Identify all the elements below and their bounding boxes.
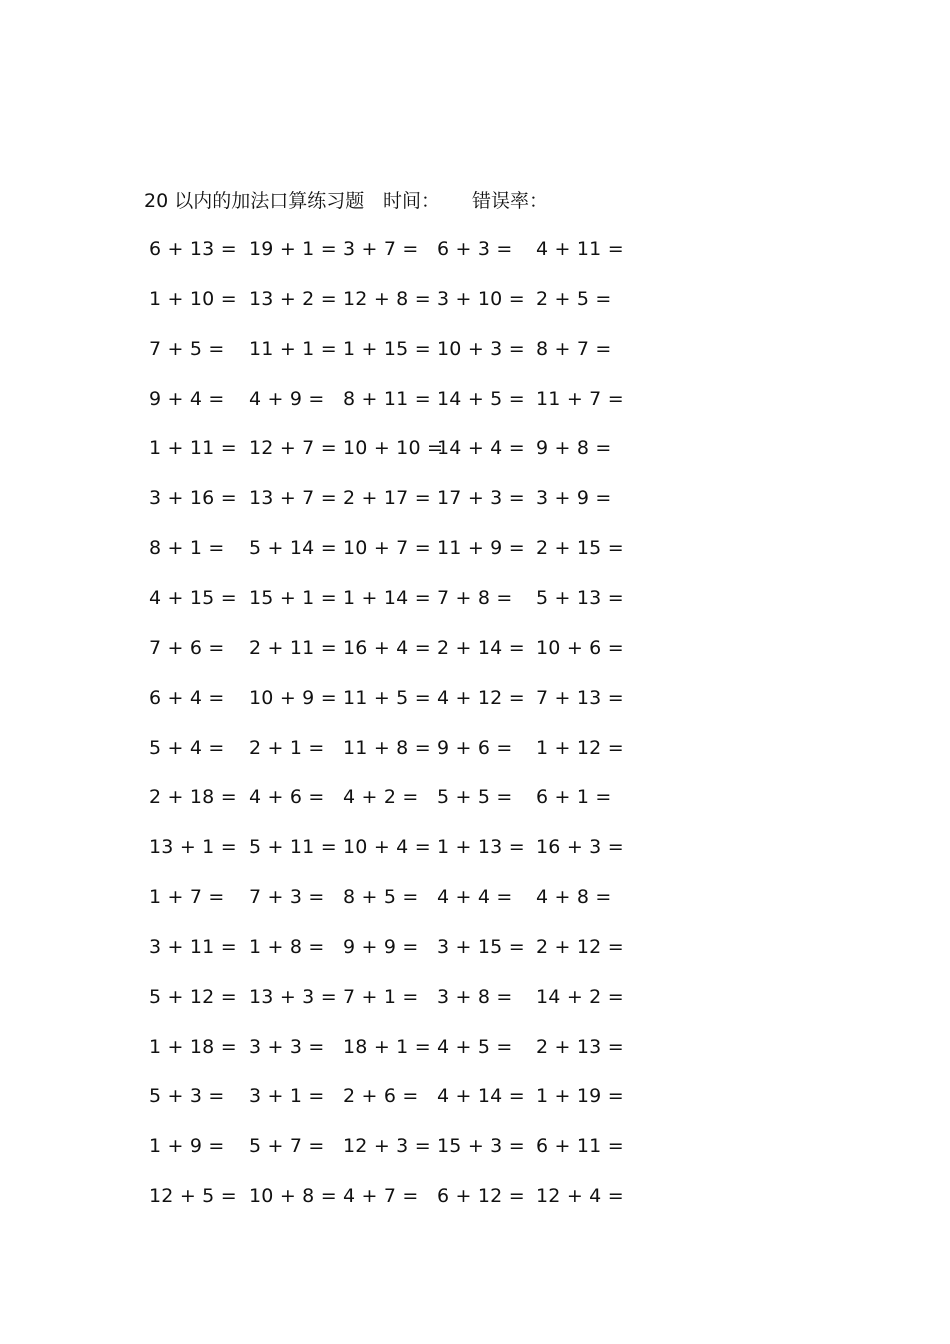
addition-problem: 18 + 1 = [343, 1035, 431, 1058]
addition-problem: 8 + 1 = [149, 537, 225, 560]
problem-row [0, 927, 950, 967]
addition-problem: 1 + 19 = [536, 1085, 624, 1108]
addition-problem: 5 + 12 = [149, 985, 237, 1008]
problem-row [0, 279, 950, 319]
addition-problem: 2 + 13 = [536, 1035, 624, 1058]
addition-problem: 14 + 2 = [536, 985, 624, 1008]
addition-problem: 10 + 3 = [437, 337, 525, 360]
problem-row [0, 827, 950, 867]
addition-problem: 11 + 1 = [249, 337, 337, 360]
addition-problem: 4 + 2 = [343, 786, 419, 809]
addition-problem: 13 + 1 = [149, 836, 237, 859]
addition-problem: 13 + 3 = [249, 985, 337, 1008]
addition-problem: 3 + 7 = [343, 238, 419, 260]
addition-problem: 12 + 3 = [343, 1135, 431, 1158]
addition-problem: 10 + 4 = [343, 836, 431, 859]
addition-problem: 19 + 1 = [249, 238, 337, 260]
addition-problem: 1 + 13 = [437, 836, 525, 859]
addition-problem: 1 + 8 = [249, 935, 325, 958]
addition-problem: 2 + 11 = [249, 636, 337, 659]
problem-row [0, 977, 950, 1017]
addition-problem: 2 + 1 = [249, 736, 325, 759]
addition-problem: 2 + 18 = [149, 786, 237, 809]
addition-problem: 2 + 14 = [437, 636, 525, 659]
addition-problem: 3 + 8 = [437, 985, 513, 1008]
addition-problem: 11 + 8 = [343, 736, 431, 759]
addition-problem: 1 + 9 = [149, 1135, 225, 1158]
addition-problem: 12 + 4 = [536, 1185, 624, 1208]
addition-problem: 1 + 7 = [149, 886, 225, 909]
addition-problem: 1 + 11 = [149, 437, 237, 460]
addition-problem: 4 + 5 = [437, 1035, 513, 1058]
addition-problem: 5 + 4 = [149, 736, 225, 759]
addition-problem: 3 + 3 = [249, 1035, 325, 1058]
addition-problem: 2 + 6 = [343, 1085, 419, 1108]
addition-problem: 2 + 5 = [536, 287, 612, 310]
problem-row [0, 628, 950, 668]
addition-problem: 4 + 9 = [249, 387, 325, 410]
problem-row [0, 329, 950, 369]
addition-problem: 1 + 15 = [343, 337, 431, 360]
addition-problem: 3 + 11 = [149, 935, 237, 958]
addition-problem: 14 + 5 = [437, 387, 525, 410]
addition-problem: 6 + 4 = [149, 686, 225, 709]
addition-problem: 4 + 11 = [536, 238, 624, 260]
addition-problem: 16 + 4 = [343, 636, 431, 659]
addition-problem: 5 + 7 = [249, 1135, 325, 1158]
addition-problem: 1 + 18 = [149, 1035, 237, 1058]
problem-row [0, 578, 950, 618]
problem-row [0, 229, 950, 269]
addition-problem: 1 + 12 = [536, 736, 624, 759]
addition-problem: 10 + 6 = [536, 636, 624, 659]
addition-problem: 15 + 3 = [437, 1135, 525, 1158]
problem-row [0, 528, 950, 568]
addition-problem: 6 + 3 = [437, 238, 513, 260]
addition-problem: 1 + 10 = [149, 287, 237, 310]
addition-problem: 4 + 14 = [437, 1085, 525, 1108]
addition-problem: 8 + 5 = [343, 886, 419, 909]
addition-problem: 7 + 13 = [536, 686, 624, 709]
addition-problem: 11 + 9 = [437, 537, 525, 560]
addition-problem: 10 + 7 = [343, 537, 431, 560]
addition-problem: 4 + 6 = [249, 786, 325, 809]
addition-problem: 6 + 12 = [437, 1185, 525, 1208]
addition-problem: 5 + 13 = [536, 586, 624, 609]
addition-problem: 3 + 9 = [536, 487, 612, 510]
addition-problem: 4 + 8 = [536, 886, 612, 909]
problem-row [0, 1076, 950, 1116]
addition-problem: 4 + 15 = [149, 586, 237, 609]
addition-problem: 7 + 3 = [249, 886, 325, 909]
addition-problem: 7 + 6 = [149, 636, 225, 659]
addition-problem: 6 + 11 = [536, 1135, 624, 1158]
addition-problem: 13 + 2 = [249, 287, 337, 310]
addition-problem: 2 + 12 = [536, 935, 624, 958]
addition-problem: 7 + 1 = [343, 985, 419, 1008]
addition-problem: 13 + 7 = [249, 487, 337, 510]
addition-problem: 10 + 8 = [249, 1185, 337, 1208]
addition-problem: 12 + 5 = [149, 1185, 237, 1208]
problem-row [0, 379, 950, 419]
problem-row [0, 428, 950, 468]
addition-problem: 16 + 3 = [536, 836, 624, 859]
addition-problem: 8 + 7 = [536, 337, 612, 360]
addition-problem: 17 + 3 = [437, 487, 525, 510]
worksheet-title: 20 以内的加法口算练习题 [144, 190, 365, 212]
problem-row [0, 777, 950, 817]
addition-problem: 5 + 3 = [149, 1085, 225, 1108]
addition-problem: 3 + 1 = [249, 1085, 325, 1108]
problem-row [0, 1027, 950, 1067]
addition-problem: 6 + 1 = [536, 786, 612, 809]
problem-row [0, 1176, 950, 1216]
addition-problem: 2 + 15 = [536, 537, 624, 560]
problem-row [0, 728, 950, 768]
addition-problem: 5 + 5 = [437, 786, 513, 809]
addition-problem: 11 + 7 = [536, 387, 624, 410]
problem-row [0, 678, 950, 718]
addition-problem: 9 + 6 = [437, 736, 513, 759]
addition-problem: 4 + 12 = [437, 686, 525, 709]
addition-problem: 10 + 10 = [343, 437, 444, 460]
addition-problem: 12 + 8 = [343, 287, 431, 310]
addition-problem: 9 + 4 = [149, 387, 225, 410]
addition-problem: 9 + 8 = [536, 437, 612, 460]
problem-row [0, 1126, 950, 1166]
addition-problem: 5 + 14 = [249, 537, 337, 560]
addition-problem: 5 + 11 = [249, 836, 337, 859]
addition-problem: 12 + 7 = [249, 437, 337, 460]
addition-problem: 3 + 16 = [149, 487, 237, 510]
problem-row [0, 478, 950, 518]
addition-problem: 1 + 14 = [343, 586, 431, 609]
error-rate-label: 错误率： [472, 190, 549, 212]
time-label: 时间： [383, 190, 441, 212]
addition-problem: 3 + 15 = [437, 935, 525, 958]
addition-problem: 11 + 5 = [343, 686, 431, 709]
addition-problem: 7 + 5 = [149, 337, 225, 360]
addition-problem: 15 + 1 = [249, 586, 337, 609]
addition-problem: 4 + 4 = [437, 886, 513, 909]
addition-problem: 2 + 17 = [343, 487, 431, 510]
addition-problem: 9 + 9 = [343, 935, 419, 958]
addition-problem: 3 + 10 = [437, 287, 525, 310]
addition-problem: 10 + 9 = [249, 686, 337, 709]
addition-problem: 4 + 7 = [343, 1185, 419, 1208]
problem-row [0, 877, 950, 917]
addition-problem: 14 + 4 = [437, 437, 525, 460]
addition-problem: 8 + 11 = [343, 387, 431, 410]
addition-problem: 6 + 13 = [149, 238, 237, 260]
addition-problem: 7 + 8 = [437, 586, 513, 609]
